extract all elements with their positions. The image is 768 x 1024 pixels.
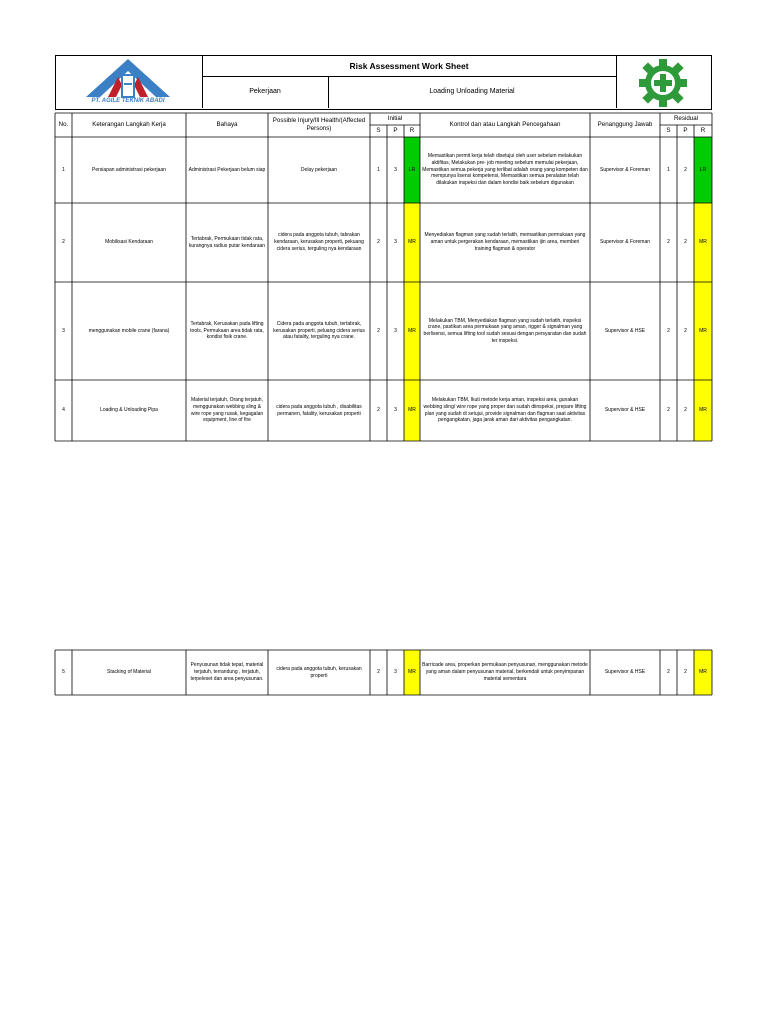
row-injury: cidera pada anggota tubuh , disabilitas permanen, fatality, kerusakan properti (276, 403, 362, 417)
row-step: Loading & Unloading Pipa (100, 407, 158, 414)
row-hazard: Penyusunan tidak tepat, material terjatuh, terrandung , terjatuh, terpeleset dan area penyusunan. (190, 662, 264, 682)
row-step: Stacking of Material (107, 669, 151, 676)
row-initial-r: MR (408, 327, 416, 334)
col-header-no: No. (58, 120, 69, 128)
row-initial-r: LR (408, 166, 416, 173)
col-header-initial: Initial (387, 114, 403, 122)
row-injury: Cidera pada anggota tubuh, tertabrak, kerusakan properti, peluang cidera serius atau fatality, terguling nya crane. (273, 320, 365, 341)
row-initial-p: 3 (394, 239, 397, 246)
col-header-step: Keterangan Langkah Kerja (92, 120, 166, 128)
row-initial-s: 2 (377, 239, 380, 246)
row-step: menggunakan mobile crane (farana) (88, 327, 170, 334)
row-hazard: Tertabrak, Kerusakan pada lifting tools, Permukaan area tidak rata, kondisi fisik crane. (190, 320, 264, 341)
row-control: Memastikan permit kerja telah disetujui oleh user sebelum melakukan aktifitas, Melakukan pre- job meeting sebelum memulai pekerjaan, Memastikan semua pekerja yang terlibat adalah orang yang kompeten dan mempunya lisensi kompetensi, Memastikan semua peralatan telah dilakukan inspeksi dan dalam kondisi baik sebelum digunakan (422, 153, 588, 187)
row-initial-p: 3 (394, 407, 397, 414)
row-no: 4 (62, 407, 65, 414)
row-step: Mobilisasi Kendaraan (105, 239, 153, 246)
col-header-hazard: Bahaya (216, 120, 238, 128)
row-pic: Supervisor & HSE (604, 327, 646, 334)
col-header-residual-p: P (683, 126, 688, 134)
row-initial-r: MR (408, 669, 416, 676)
row-hazard: Tertabrak, Permukaan tidak rata, kurangnya radius putar kendaraan (188, 235, 266, 249)
job-label: Pekerjaan (249, 87, 281, 95)
row-injury: Delay pekerjaan (300, 166, 338, 173)
row-initial-s: 1 (377, 166, 380, 173)
row-no: 1 (62, 166, 65, 173)
row-initial-s: 2 (377, 327, 380, 334)
row-initial-p: 3 (394, 327, 397, 334)
row-initial-r: MR (408, 407, 416, 414)
row-control: Menyediakan flagman yang sudah terlatih, memastikan permukaan yang aman untuk pergerakan kendaraan, memastikan ijin area, memberi training flagman & operator (424, 232, 586, 252)
col-header-residual-s: S (666, 126, 671, 134)
row-injury: cidera pada anggota tubuh, tabrakan kendaraan, kerusakan properti, pekuang cidera serius, terguling nya kendaraan (274, 232, 364, 252)
row-control: Barricade area, properkan permukaan penyusunan, menggunakan metode yang aman dalam penyusunan material, berkendali untuk penyimpanan material sementara (422, 662, 588, 682)
row-injury: cidera pada anggota tubuh, kerusakan properti (276, 665, 362, 679)
row-residual-p: 2 (684, 327, 687, 334)
row-initial-r: MR (408, 239, 416, 246)
row-pic: Supervisor & HSE (604, 669, 646, 676)
row-pic: Supervisor & Foreman (599, 166, 651, 173)
row-initial-p: 3 (394, 669, 397, 676)
row-residual-s: 2 (667, 239, 670, 246)
col-header-control: Kontrol dan atau Langkah Pencegahaan (449, 120, 561, 128)
row-no: 2 (62, 239, 65, 246)
row-initial-s: 2 (377, 669, 380, 676)
col-header-injury: Possible Injury/Ill Health/(Affected Persons) (272, 116, 366, 132)
row-residual-s: 2 (667, 407, 670, 414)
row-step: Persiapan administrasi pekerjaan (92, 166, 166, 173)
col-header-initial-p: P (393, 126, 398, 134)
col-header-initial-s: S (376, 126, 381, 134)
row-pic: Supervisor & HSE (604, 407, 646, 414)
col-header-residual-r: R (700, 126, 706, 134)
col-header-pic: Penanggung Jawab (597, 120, 653, 128)
row-control: Melakukan TBM, Menyediakan flagman yang sudah terlatih, inspeksi crane, pastikan area permukaan yang aman, rigger & signalman yang berlisensi, semua lifting tool sudah sesuai dengan persyaratan dan sudah ter inspeksi. (423, 317, 587, 344)
row-residual-r: MR (699, 327, 707, 334)
row-initial-s: 2 (377, 407, 380, 414)
row-residual-r: MR (699, 669, 707, 676)
row-residual-r: MR (699, 407, 707, 414)
col-header-residual: Residual (673, 114, 699, 122)
row-residual-s: 1 (667, 166, 670, 173)
row-residual-s: 2 (667, 669, 670, 676)
row-residual-p: 2 (684, 407, 687, 414)
row-pic: Supervisor & Foreman (599, 239, 651, 246)
row-residual-s: 2 (667, 327, 670, 334)
row-initial-p: 3 (394, 166, 397, 173)
row-hazard: Administrasi Pekerjaan belum siap (188, 166, 266, 173)
sheet-title: Risk Assessment Work Sheet (349, 60, 469, 71)
row-residual-p: 2 (684, 669, 687, 676)
job-value: Loading Unloading Material (429, 87, 515, 95)
row-residual-r: LR (699, 166, 707, 173)
row-residual-p: 2 (684, 239, 687, 246)
row-control: Melakukan TBM, Ikuti metode kerja aman, inspeksi area, gunakan webbing sling/ wire rope yang proper dan sudah diinspeksi, prepare lifting plan yang sudah di setujui, provide signalman dan flagman saat aktivitas pengangkatan, jaga jarak aman dari aktivitas pengangkatan. (423, 397, 587, 424)
company-name: PT. AGILE TEKNIK ABADI (91, 98, 165, 104)
row-residual-p: 2 (684, 166, 687, 173)
col-header-initial-r: R (409, 126, 415, 134)
row-no: 5 (62, 669, 65, 676)
row-hazard: Material terjatuh, Orang terjatuh, menggunakan webbing sling & wire rope yang rusak, kegagalan equipment, line of fire (190, 397, 264, 424)
row-no: 3 (62, 327, 65, 334)
row-residual-r: MR (699, 239, 707, 246)
